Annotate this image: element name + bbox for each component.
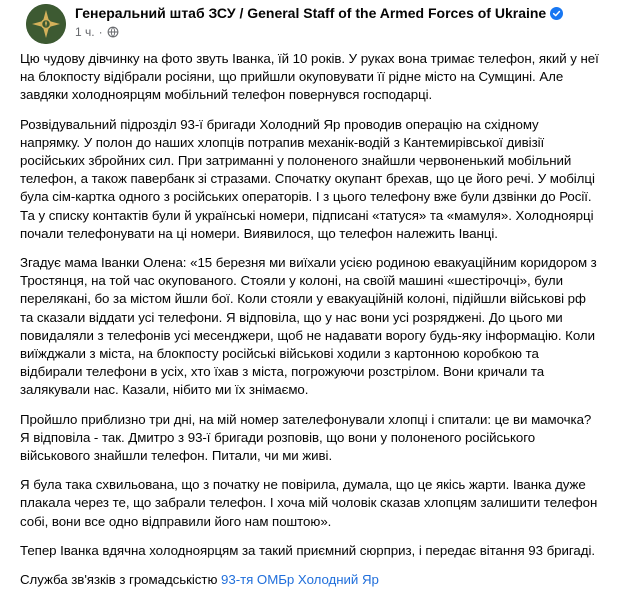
post-paragraph: Розвідувальний підрозділ 93-ї бригади Холодний Яр проводив операцію на східному напрямку. У полон до наших хлопців потрапив механік-водій з Кантемирівської дивізії російських збройних сил. При затриманні у полоненого знайшли червоненький мобільний телефон, а також павербанк зі стразами. Спочатку окупант брехав, що це його речі. У мобілці була сім-картка одного з російських операторів. І з цього телефону вже були дзвінки до Росії. Та у списку контактів були й українські номери, підписані «татуся» та «мамуля». Холодноярці почали телефонувати на ці номери. Виявилося, що телефон належить Іванці. (20, 116, 595, 241)
post-author[interactable] (75, 5, 563, 21)
avatar[interactable] (26, 4, 66, 44)
post-paragraph: Я була така схвильована, що з початку не повірила, думала, що це якісь жарти. Іванка дуже плакала через те, що забрали телефон. І хоча мій чоловік сказав хлопцям залишити телефон собі, вони все одно відправили його нам поштою». (20, 477, 598, 529)
verified-badge-icon (550, 7, 563, 20)
post-paragraph: Пройшло приблизно три дні, на мій номер зателефонували хлопці і спитали: це ви мамочка? Я відповіла - так. Дмитро з 93-ї бригади розповів, що вони у полоненого російського військового знайшли телефон. Питали, чи ми живі. (20, 411, 592, 464)
post-signature (20, 571, 600, 589)
separator-dot: · (98, 25, 103, 39)
post-header (14, 0, 606, 50)
post-paragraph: Цю чудову дівчинку на фото звуть Іванка, їй 10 років. У руках вона тримає телефон, який у неї на блокпосту відібрали росіяни, що прийшли окуповувати її рідне місто на Сумщині. Але завдяки холодноярцям мобільний телефон повернувся господарці. (20, 51, 599, 103)
general-staff-emblem-icon (26, 4, 66, 44)
signature-text: Служба зв'язків з громадськістю (20, 572, 218, 588)
post-author-name[interactable]: Генеральний штаб ЗСУ / General Staff of the Armed Forces of Ukraine (75, 5, 547, 21)
post-paragraph: Згадує мама Іванки Олена: «15 березня ми виїхали усією родиною евакуаційним коридором з Тростянця, на той час окупованого. Стояли у колоні, на своїй машині «шестірочці», були перелякані, бо за містом йшли бої. Коли стояли у евакуаційній колоні, підійшли військові рф та сказали віддати усі телефони. Я відповіла, що у нас вони усі розряджені. До цього ми повидаляли з телефонів усі месенджери, щоб не надавати ворогу будь-яку інформацію. Коли виїжджали з міста, на блокпосту російські військові ходили з картонною коробкою та відбирали телефони в усіх, хто їхав з міста, погрожуючи розстрілом. Вони кричали та залякували нас. Казали, нібито ми їх знімаємо. (20, 255, 597, 398)
post-timestamp[interactable]: 1 ч. (75, 25, 95, 39)
post-paragraph: Тепер Іванка вдячна холодноярцям за такий приємний сюрприз, і передає вітання 93 бригаді. (20, 542, 595, 558)
post-body (14, 50, 606, 589)
brigade-page-link[interactable]: 93-тя ОМБр Холодний Яр (221, 572, 379, 588)
globe-icon (107, 26, 119, 38)
post-meta (75, 25, 119, 39)
